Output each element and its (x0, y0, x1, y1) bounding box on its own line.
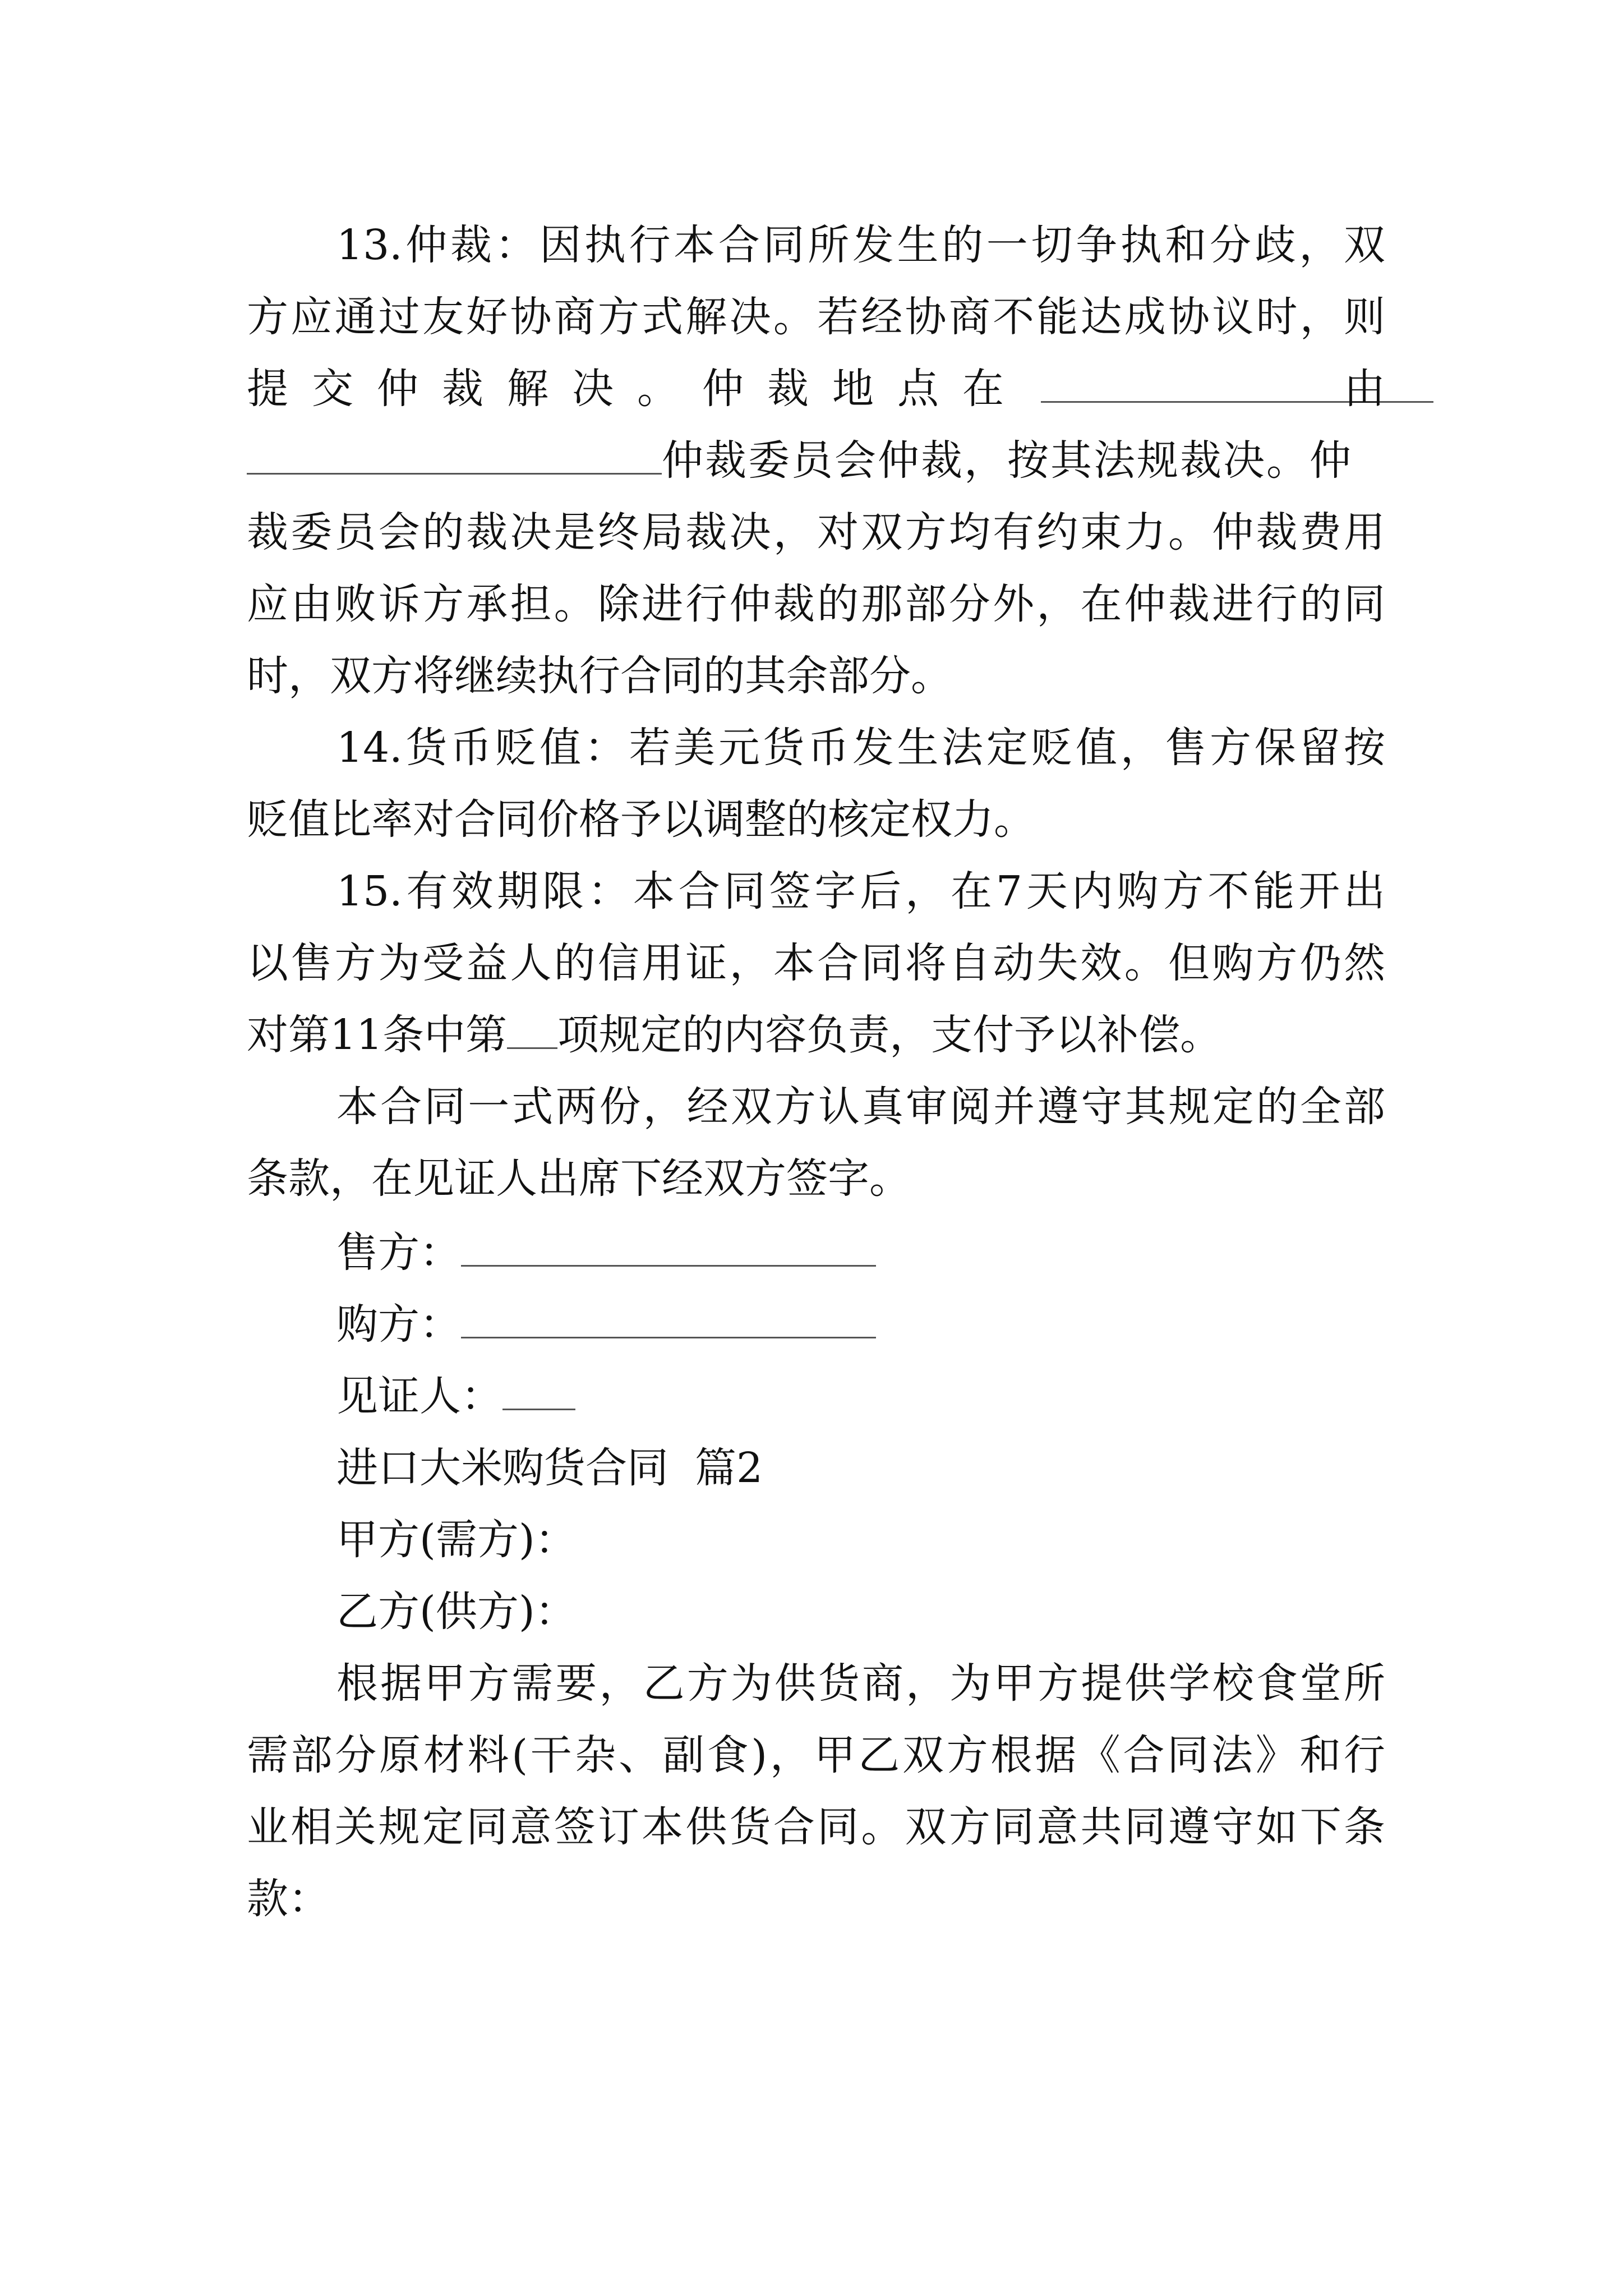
seller-signature-line (336, 1216, 876, 1289)
clause-14-line-1: 14.货币贬值：若美元货币发生法定贬值，售方保留按 (336, 724, 1385, 772)
contract-2-para-line-3: 业相关规定同意签订本供货合同。双方同意共同遵守如下条 (247, 1803, 1385, 1851)
closing-line-2: 条款，在见证人出席下经双方签字。 (247, 1154, 911, 1203)
witness-label: 见证人： (336, 1372, 502, 1420)
clause-13-line-3-by: 由 (1344, 365, 1385, 413)
clause-15-line-1: 15.有效期限：本合同签字后，在7天内购方不能开出 (336, 867, 1385, 915)
witness-signature-line (336, 1360, 575, 1433)
arbitration-committee-blank (247, 435, 662, 475)
buyer-signature-blank (461, 1299, 876, 1338)
clause-13-line-3 (247, 352, 1385, 425)
seller-label: 售方： (336, 1228, 461, 1277)
clause-15-line-3 (247, 999, 1221, 1071)
clause-13-line-6: 应由败诉方承担。除进行仲裁的那部分外，在仲裁进行的同 (247, 580, 1385, 628)
clause-15-line-2: 以售方为受益人的信用证，本合同将自动失效。但购方仍然 (247, 939, 1385, 987)
clause-13-line-4 (247, 424, 1385, 497)
seller-signature-blank (461, 1227, 876, 1267)
clause-13-line-3-text: 提交仲裁解决。仲裁地点在 (247, 365, 1027, 413)
closing-line-1: 本合同一式两份，经双方认真审阅并遵守其规定的全部 (336, 1083, 1385, 1131)
clause-15-line-3-pre: 对第11条中第 (247, 1011, 508, 1059)
contract-2-para-line-4: 款： (247, 1875, 330, 1923)
witness-signature-blank (502, 1371, 575, 1410)
clause-13-line-7: 时，双方将继续执行合同的其余部分。 (247, 652, 952, 700)
clause-13-line-1: 13.仲裁：因执行本合同所发生的一切争执和分歧，双 (336, 221, 1385, 269)
party-b-label: 乙方(供方)： (336, 1588, 577, 1636)
clause-15-line-3-post: 项规定的内容负责，支付予以补偿。 (557, 1011, 1222, 1059)
contract-2-title: 进口大米购货合同 篇2 (336, 1444, 763, 1492)
contract-2-para-line-2: 需部分原材料(干杂、副食)，甲乙双方根据《合同法》和行 (247, 1731, 1385, 1779)
clause-13-line-2: 方应通过友好协商方式解决。若经协商不能达成协议时，则 (247, 293, 1385, 341)
contract-2-para-line-1: 根据甲方需要，乙方为供货商，为甲方提供学校食堂所 (336, 1659, 1385, 1708)
buyer-signature-line (336, 1288, 876, 1361)
clause-item-blank (507, 1010, 557, 1049)
clause-14-line-2: 贬值比率对合同价格予以调整的核定权力。 (247, 795, 1035, 844)
party-a-label: 甲方(需方)： (336, 1516, 577, 1564)
clause-13-line-5: 裁委员会的裁决是终局裁决，对双方均有约束力。仲裁费用 (247, 508, 1385, 556)
clause-13-line-4-text: 仲裁委员会仲裁，按其法规裁决。仲 (662, 436, 1353, 485)
buyer-label: 购方： (336, 1300, 461, 1349)
